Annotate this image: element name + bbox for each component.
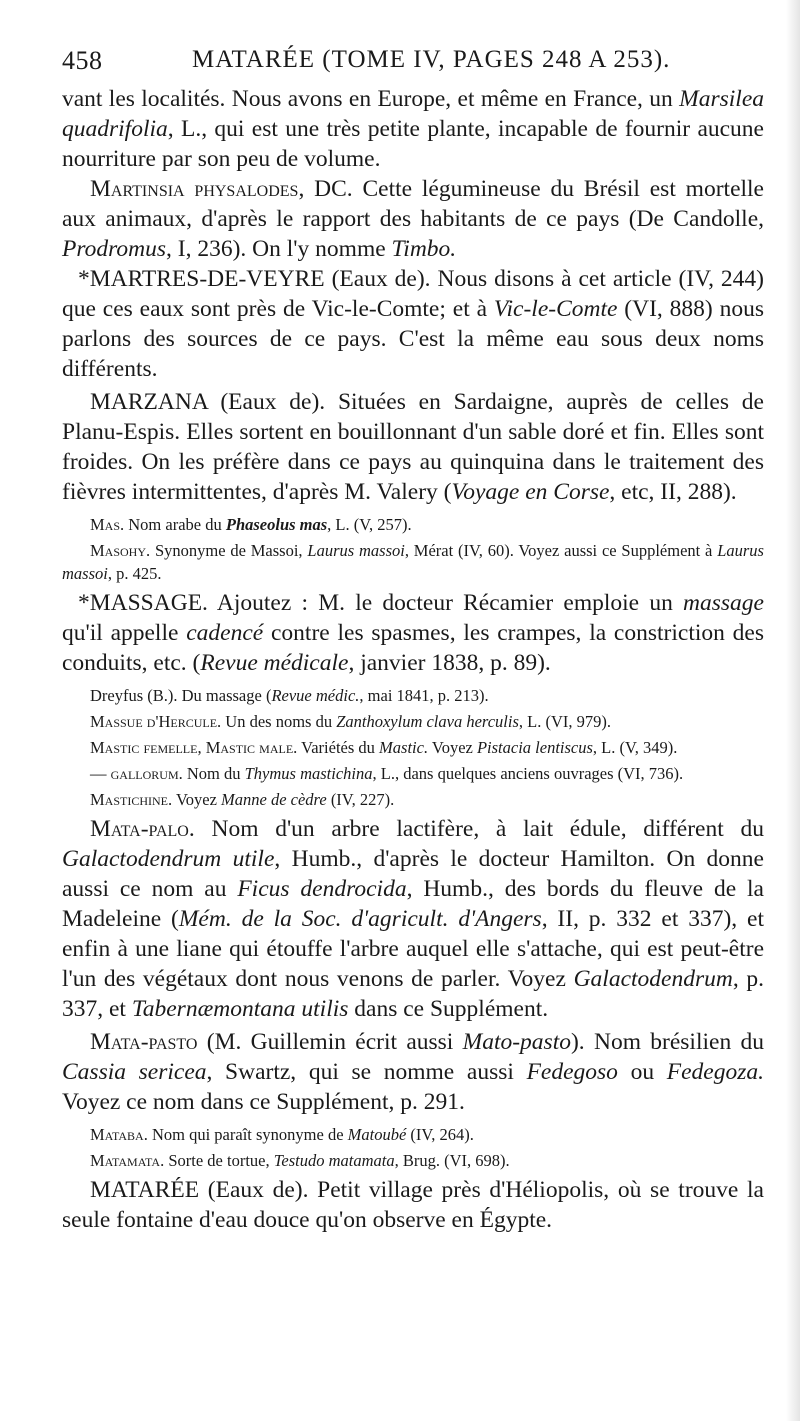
entry-headword: gallorum. xyxy=(110,764,183,783)
entry-headword: Mata-palo. xyxy=(90,816,195,842)
italic-term: Mato-pasto xyxy=(462,1029,571,1055)
text: , Humb., d'après le docteur Hamilton. On donne aussi ce nom au xyxy=(62,846,764,902)
entry-martinsia-physalodes xyxy=(62,174,764,264)
entry-headword: *MASSAGE. xyxy=(78,590,208,616)
entry-matamata xyxy=(62,1149,764,1172)
text: Nom qui paraît synonyme de xyxy=(147,1125,348,1144)
text: , L. (VI, 979). xyxy=(518,712,611,731)
text: dans ce Supplément. xyxy=(348,996,549,1022)
text: Voyez xyxy=(428,738,477,757)
page-body xyxy=(62,84,764,1235)
text: contre les spasmes, les crampes, la constriction des conduits, etc. ( xyxy=(62,620,764,676)
text: (Eaux de). Petit village près d'Héliopolis, où se trouve la seule fontaine d'eau douce qu'on observe en Égypte. xyxy=(62,1177,764,1233)
text: Nom d'un arbre lactifère, à lait édule, différent du xyxy=(194,816,764,842)
entry-headword: Mataba. xyxy=(90,1125,148,1144)
citation-title: Revue médic. xyxy=(271,686,360,705)
text: (VI, 888) nous parlons des sources de ce pays. C'est la même eau sous deux noms différents. xyxy=(62,296,765,382)
entry-headword: MARZANA xyxy=(90,389,208,415)
entry-mas xyxy=(62,513,764,536)
entry-headword: Mastic male. xyxy=(205,738,298,757)
entry-mataree xyxy=(62,1175,764,1235)
text: , I, 236). On l'y nomme xyxy=(166,236,392,262)
text: , p. 337, et xyxy=(62,966,765,1022)
text: Nom du xyxy=(182,764,245,783)
text: Variétés du xyxy=(297,738,380,757)
text: , janvier 1838, p. 89). xyxy=(348,650,551,676)
text: , Brug. (VI, 698). xyxy=(394,1151,510,1170)
text: Ajoutez : M. le docteur Récamier emploie un xyxy=(207,590,684,616)
italic-term: Fedegoza. xyxy=(666,1059,764,1085)
species-name: Ficus dendrocida xyxy=(237,876,407,902)
text: (M. Guillemin écrit aussi xyxy=(197,1029,463,1055)
entry-marzana xyxy=(62,387,764,507)
species-name: Phaseolus mas xyxy=(225,515,328,534)
entry-headword: Matamata. xyxy=(90,1151,165,1170)
text: (IV, 227). xyxy=(326,790,395,809)
cross-reference: Vic-le-Comte xyxy=(493,296,618,322)
text: , etc, II, 288). xyxy=(609,479,737,505)
citation-title: Mém. de la Soc. d'agricult. d'Angers xyxy=(178,906,542,932)
text: , L. (V, 257). xyxy=(327,515,412,534)
text: Synonyme de Massoi, xyxy=(150,541,308,560)
text: , mai 1841, p. 213). xyxy=(359,686,489,705)
italic-term: massage xyxy=(683,590,764,616)
text: , xyxy=(197,738,206,757)
entry-headword: Masohy. xyxy=(90,541,151,560)
species-name: Laurus massoi xyxy=(307,541,405,560)
text: ou xyxy=(617,1059,667,1085)
page-edge-shadow xyxy=(786,0,800,1421)
entry-headword: Martinsia physalodes xyxy=(90,176,299,202)
cross-reference: Matoubé xyxy=(347,1125,407,1144)
entry-mata-pasto xyxy=(62,1027,764,1117)
species-name: Galactodendrum utile xyxy=(62,846,275,872)
page-header xyxy=(62,44,752,84)
species-name: Marsilea quadrifolia xyxy=(62,86,764,142)
species-name: Zanthoxylum clava herculis xyxy=(336,712,519,731)
text: , DC. Cette légumineuse du Brésil est mortelle aux animaux, d'après le rapport des habitants de ce pays (De Candolle, xyxy=(62,176,764,232)
entry-headword: Mata-pasto xyxy=(90,1029,198,1055)
text: Nom arabe du xyxy=(124,515,226,534)
text: qu'il appelle xyxy=(62,620,187,646)
text: Un des noms du xyxy=(221,712,337,731)
citation-title: Revue médicale xyxy=(200,650,349,676)
cross-reference: Manne de cèdre xyxy=(221,790,327,809)
entry-massue-d-hercule xyxy=(62,710,764,733)
entry-dreyfus-reference xyxy=(62,684,764,707)
cross-reference: Galactodendrum xyxy=(573,966,733,992)
text: , L., qui est une très petite plante, incapable de fournir aucune nourriture par son peu de volume. xyxy=(62,116,764,172)
entry-mataba xyxy=(62,1123,764,1146)
text: ). Nom brésilien du xyxy=(570,1029,765,1055)
entry-massage xyxy=(62,588,764,678)
entry-martres-de-veyre xyxy=(62,264,764,384)
text: , p. 425. xyxy=(107,564,162,583)
local-name: Timbo. xyxy=(391,236,457,262)
page-number: 458 xyxy=(62,46,103,75)
text: , L., dans quelques anciens ouvrages (VI, 736). xyxy=(372,764,684,783)
entry-headword: Mas. xyxy=(90,515,125,534)
text: (Eaux de). Nous disons à cet article (IV, 244) que ces eaux sont près de Vic-le-Comte; et à xyxy=(62,266,764,322)
species-name: Pistacia lentiscus xyxy=(476,738,593,757)
citation-title: Prodromus xyxy=(62,236,167,262)
text: — xyxy=(90,764,111,783)
text: Dreyfus (B.). Du massage ( xyxy=(90,686,272,705)
paragraph-marsilea-continuation xyxy=(62,84,764,174)
entry-headword: MATARÉE xyxy=(90,1177,200,1203)
entry-headword: *MARTRES-DE-VEYRE xyxy=(78,266,325,292)
citation-title: Voyage en Corse xyxy=(451,479,610,505)
species-name: Cassia sericea xyxy=(62,1059,207,1085)
entry-mastichine xyxy=(62,788,764,811)
text: , II, p. 332 et 337), et enfin à une liane qui étouffe l'arbre auquel elle s'attache, qui est peut-être l'un des végétaux dont nous venons de parler. Voyez xyxy=(62,906,764,992)
text: (Eaux de). Situées en Sardaigne, auprès de celles de Planu-Espis. Elles sortent en bouillonnant d'un sable doré et fin. Elles sont froides. On les préfère dans ce pays au quinquina dans le traitement des fièvres intermittentes, d'après M. Valery ( xyxy=(62,389,764,505)
species-name: Thymus mastichina xyxy=(244,764,373,783)
entry-headword: Mastichine. xyxy=(90,790,173,809)
species-name: Laurus massoi xyxy=(62,541,764,583)
text: Sorte de tortue, xyxy=(164,1151,274,1170)
italic-term: Fedegoso xyxy=(526,1059,618,1085)
entry-headword: Massue d'Hercule. xyxy=(90,712,222,731)
text: vant les localités. Nous avons en Europe, et même en France, un xyxy=(62,86,680,112)
text: Voyez ce nom dans ce Supplément, p. 291. xyxy=(62,1089,465,1115)
text: , Mérat (IV, 60). Voyez aussi ce Supplément à xyxy=(404,541,718,560)
entry-mastic xyxy=(62,736,764,759)
cross-reference: Tabernæmontana utilis xyxy=(131,996,349,1022)
entry-headword: Mastic femelle xyxy=(90,738,198,757)
cross-reference: Mastic. xyxy=(379,738,429,757)
running-title: MATARÉE (TOME IV, PAGES 248 A 253). xyxy=(192,46,671,73)
text: , L. (V, 349). xyxy=(592,738,678,757)
entry-mata-palo xyxy=(62,814,764,1024)
text: , Swartz, qui se nomme aussi xyxy=(206,1059,527,1085)
entry-mastic-gallorum xyxy=(62,762,764,785)
entry-masohy xyxy=(62,539,764,585)
text: , Humb., des bords du fleuve de la Madeleine ( xyxy=(62,876,764,932)
italic-term: cadencé xyxy=(186,620,264,646)
text: (IV, 264). xyxy=(406,1125,474,1144)
text: Voyez xyxy=(172,790,222,809)
species-name: Testudo matamata xyxy=(273,1151,395,1170)
